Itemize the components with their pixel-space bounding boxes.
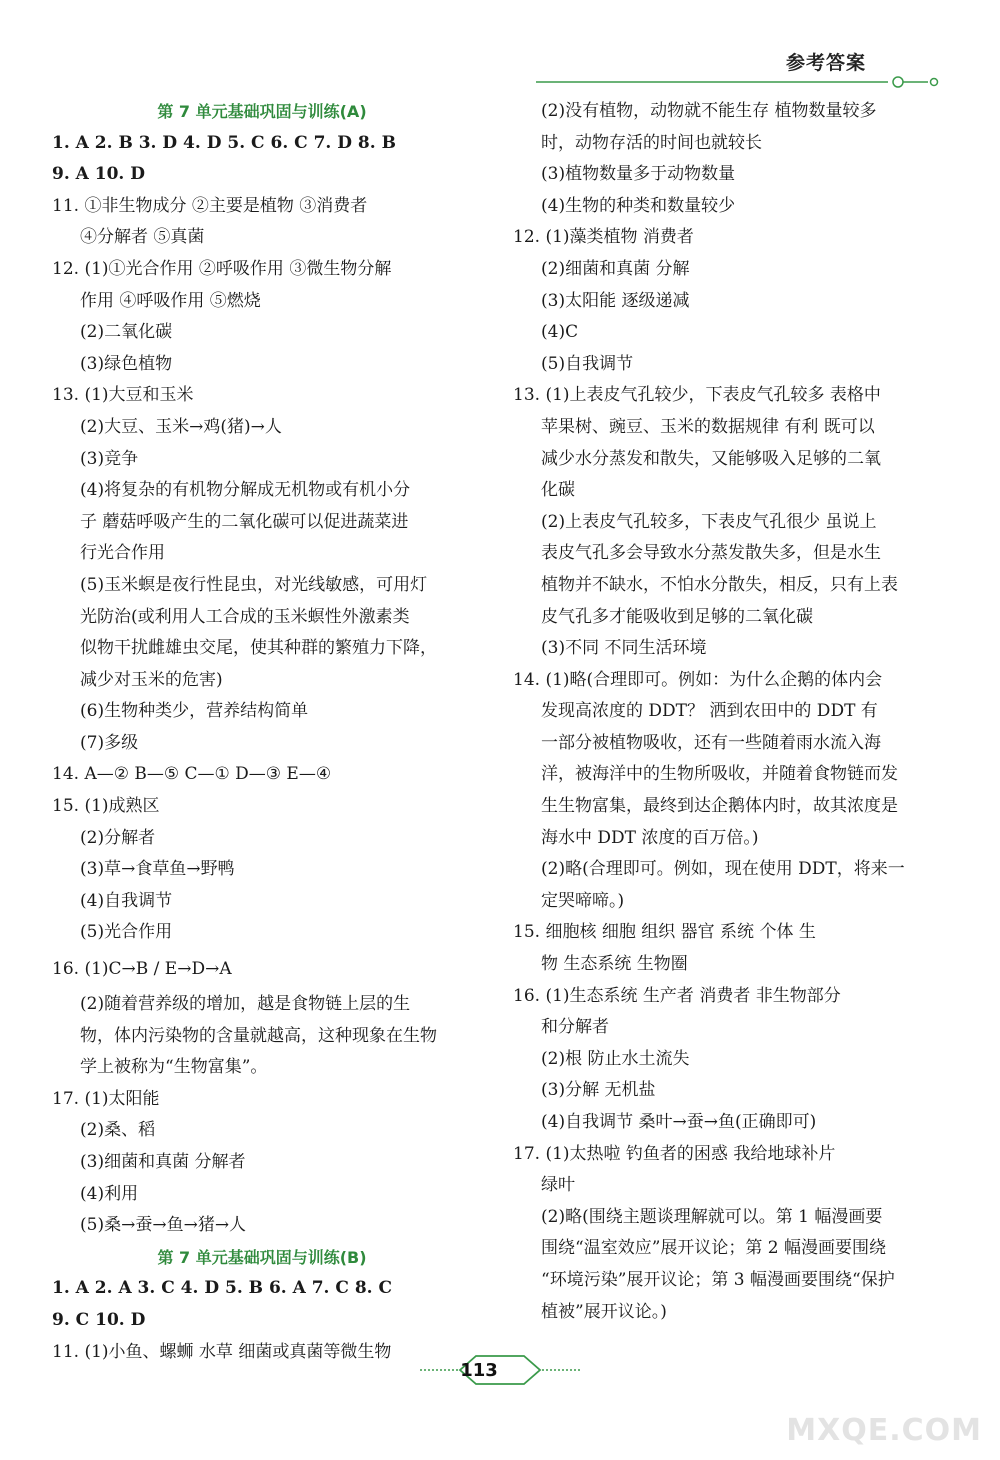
answer-line: 表皮气孔多会导致水分蒸发散失多，但是水生: [541, 543, 881, 564]
answer-line: 绿叶: [541, 1175, 575, 1196]
answer-line: 13. (1)上表皮气孔较少，下表皮气孔较多 表格中: [513, 385, 881, 406]
answer-line: 12. (1)藻类植物 消费者: [513, 227, 694, 248]
answer-line: 11. ①非生物成分 ②主要是植物 ③消费者: [52, 195, 368, 216]
answer-line: 生生物富集，最终到达企鹅体内时，故其浓度是: [541, 796, 898, 817]
answer-line: (5)桑→蚕→鱼→猪→人: [80, 1215, 247, 1236]
answer-line: 时，动物存活的时间也就较长: [541, 132, 762, 153]
answer-line: (3)绿色植物: [80, 353, 173, 374]
page-number: 113: [460, 1360, 498, 1381]
answer-line: 和分解者: [541, 1017, 609, 1038]
left-column: [52, 96, 472, 1368]
answer-line: 植被”展开议论。): [541, 1301, 667, 1322]
answer-line: “环境污染”展开议论；第 3 幅漫画要围绕“保护: [541, 1269, 895, 1290]
answer-line: ④分解者 ⑤真菌: [80, 227, 205, 248]
answer-line: 植物并不缺水，不怕水分散失，相反，只有上表: [541, 574, 898, 595]
answer-line: (3)太阳能 逐级递减: [541, 290, 690, 311]
answer-line: (4)将复杂的有机物分解成无机物或有机小分: [80, 480, 411, 501]
answer-line: (2)根 防止水土流失: [541, 1048, 690, 1069]
answer-line: 海水中 DDT 浓度的百万倍。): [541, 827, 759, 848]
section-heading: 第 7 单元基础巩固与训练(A): [157, 102, 367, 121]
answer-line: (3)不同 不同生活环境: [541, 638, 707, 659]
answer-line: (7)多级: [80, 732, 139, 753]
answer-line: 15. (1)成熟区: [52, 796, 160, 817]
answer-line: 9. C 10. D: [52, 1309, 146, 1330]
section-heading: 第 7 单元基础巩固与训练(B): [157, 1247, 367, 1267]
answer-line: (2)大豆、玉米→鸡(猪)→人: [80, 416, 282, 437]
answer-line: (2)细菌和真菌 分解: [541, 258, 690, 279]
answer-line: 学上被称为“生物富集”。: [80, 1057, 268, 1078]
answer-line: (2)分解者: [80, 827, 156, 848]
answer-line: 苹果树、豌豆、玉米的数据规律 有利 既可以: [541, 416, 875, 437]
answer-line: 光防治(或利用人工合成的玉米螟性外激素类: [80, 606, 410, 627]
answer-line: 物，体内污染物的含量就越高，这种现象在生物: [80, 1025, 437, 1046]
answer-line: 物 生态系统 生物圈: [541, 954, 688, 975]
answer-line: (3)细菌和真菌 分解者: [80, 1152, 246, 1172]
answer-line: (6)生物种类少，营养结构简单: [80, 701, 309, 722]
answer-line: (5)自我调节: [541, 353, 634, 374]
answer-line: 似物干扰雌雄虫交尾，使其种群的繁殖力下降，: [80, 638, 437, 659]
answer-line: (2)桑、稻: [80, 1120, 156, 1141]
answer-line: 皮气孔多才能吸收到足够的二氧化碳: [541, 606, 813, 627]
answer-line: 减少对玉米的危害): [80, 669, 223, 690]
answer-line: (2)二氧化碳: [80, 322, 173, 343]
answer-line: (2)略(围绕主题谈理解就可以。第 1 幅漫画要: [541, 1206, 883, 1227]
answer-line: 行光合作用: [80, 543, 165, 564]
answer-line: 1. A 2. A 3. C 4. D 5. B 6. A 7. C 8. C: [52, 1278, 393, 1299]
answer-line: (5)光合作用: [80, 922, 173, 943]
header-title: 参考答案: [786, 52, 867, 74]
answer-line: 16. (1)C→B / E→D→A: [52, 959, 232, 980]
answer-line: (3)分解 无机盐: [541, 1080, 656, 1101]
answer-line: 17. (1)太阳能: [52, 1088, 160, 1109]
answer-line: 减少水分蒸发和散失，又能够吸入足够的二氧: [541, 448, 881, 469]
answer-line: 9. A 10. D: [52, 164, 146, 185]
watermark: MXQE.COM: [786, 1413, 982, 1448]
answer-line: 13. (1)大豆和玉米: [52, 385, 194, 406]
answer-line: (3)植物数量多于动物数量: [541, 164, 736, 185]
answer-line: 一部分被植物吸收，还有一些随着雨水流入海: [541, 732, 881, 753]
answer-line: 16. (1)生态系统 生产者 消费者 非生物部分: [513, 985, 841, 1006]
answer-line: (4)利用: [80, 1183, 139, 1204]
answer-line: 12. (1)①光合作用 ②呼吸作用 ③微生物分解: [52, 258, 392, 279]
answer-line: (4)自我调节: [80, 890, 173, 911]
answer-line: 14. A—② B—⑤ C—① D—③ E—④: [52, 764, 332, 785]
answer-line: 定哭啼啼。): [541, 890, 625, 911]
answer-line: 11. (1)小鱼、螺蛳 水草 细菌或真菌等微生物: [52, 1341, 392, 1362]
answer-line: (4)自我调节 桑叶→蚕→鱼(正确即可): [541, 1112, 817, 1132]
answer-line: 洋，被海洋中的生物所吸收，并随着食物链而发: [541, 764, 898, 785]
answer-line: (2)略(合理即可。例如，现在使用 DDT，将来一: [541, 859, 905, 880]
answer-line: 17. (1)太热啦 钓鱼者的困惑 我给地球补片: [513, 1143, 836, 1164]
answer-line: 发现高浓度的 DDT？ 洒到农田中的 DDT 有: [541, 701, 878, 722]
answer-line: 14. (1)略(合理即可。例如：为什么企鹅的体内会: [513, 669, 883, 690]
answer-line: (2)没有植物，动物就不能生存 植物数量较多: [541, 101, 877, 121]
answer-line: (3)竞争: [80, 448, 139, 469]
answer-line: 作用 ④呼吸作用 ⑤燃烧: [80, 290, 261, 311]
answer-line: (2)随着营养级的增加，越是食物链上层的生: [80, 994, 411, 1015]
right-column: [513, 96, 933, 1328]
answer-line: (5)玉米螟是夜行性昆虫，对光线敏感，可用灯: [80, 574, 428, 595]
answer-line: 15. 细胞核 细胞 组织 器官 系统 个体 生: [513, 922, 816, 943]
answer-line: (2)上表皮气孔较多，下表皮气孔很少 虽说上: [541, 511, 877, 532]
answer-line: 子 蘑菇呼吸产生的二氧化碳可以促进蔬菜进: [80, 511, 409, 532]
answer-line: 1. A 2. B 3. D 4. D 5. C 6. C 7. D 8. B: [52, 132, 396, 153]
header-decoration: [536, 76, 940, 88]
answer-line: (4)C: [541, 322, 579, 343]
answer-line: 化碳: [541, 480, 575, 501]
answer-line: (4)生物的种类和数量较少: [541, 195, 736, 216]
answer-line: (3)草→食草鱼→野鸭: [80, 859, 235, 880]
answer-line: 围绕“温室效应”展开议论；第 2 幅漫画要围绕: [541, 1238, 887, 1259]
